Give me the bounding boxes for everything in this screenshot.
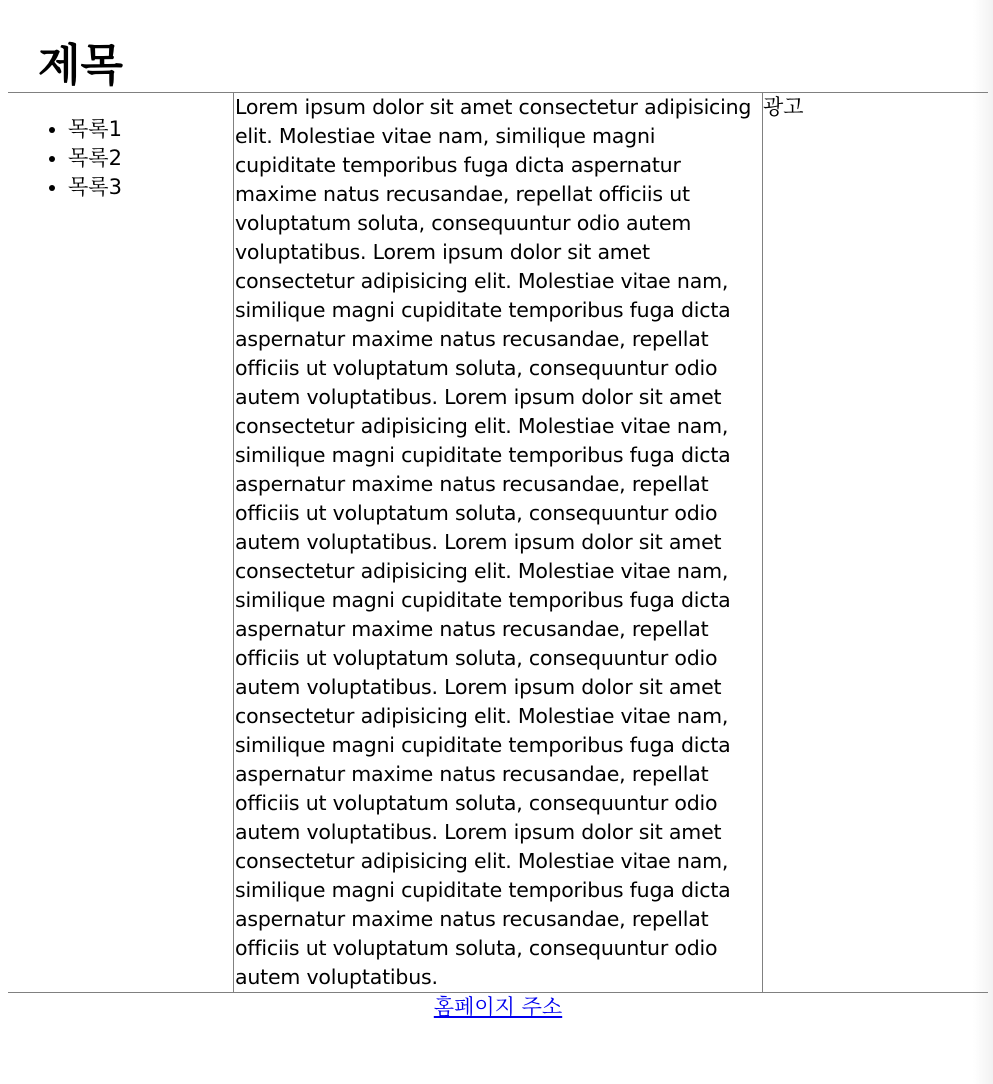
nav-list (8, 115, 233, 202)
nav-item-3: • 목록3 (68, 173, 233, 202)
nav-item-1: • 목록1 (68, 115, 233, 144)
ad-column (763, 93, 989, 993)
main-column (234, 93, 763, 993)
homepage-link[interactable]: 홈페이지 주소 (433, 995, 563, 1019)
page (8, 0, 988, 1022)
nav-column (8, 93, 234, 993)
page-title: 제목 (38, 40, 124, 91)
main-body-text: Lorem ipsum dolor sit amet consectetur adipisicing elit. Molestiae vitae nam, similique magni cupiditate temporibus fuga dicta aspernatur maxime natus recusandae, repellat officiis ut voluptatum soluta, consequuntur odio autem voluptatibus. Lorem ipsum dolor sit amet consectetur adipisicing elit. Molestiae vitae nam, similique magni cupiditate temporibus fuga dicta aspernatur maxime natus recusandae, repellat officiis ut voluptatum soluta, consequuntur odio autem voluptatibus. Lorem ipsum dolor sit amet consectetur adipisicing elit. Molestiae vitae nam, similique magni cupiditate temporibus fuga dicta aspernatur maxime natus recusandae, repellat officiis ut voluptatum soluta, consequuntur odio autem voluptatibus. Lorem ipsum dolor sit amet consectetur adipisicing elit. Molestiae vitae nam, similique magni cupiditate temporibus fuga dicta aspernatur maxime natus recusandae, repellat officiis ut voluptatum soluta, consequuntur odio autem voluptatibus. Lorem ipsum dolor sit amet consectetur adipisicing elit. Molestiae vitae nam, similique magni cupiditate temporibus fuga dicta aspernatur maxime natus recusandae, repellat officiis ut voluptatum soluta, consequuntur odio autem voluptatibus. Lorem ipsum dolor sit amet consectetur adipisicing elit. Molestiae vitae nam, similique magni cupiditate temporibus fuga dicta aspernatur maxime natus recusandae, repellat officiis ut voluptatum soluta, consequuntur odio autem voluptatibus. (235, 95, 752, 989)
footer (8, 993, 988, 1022)
nav-item-2: • 목록2 (68, 144, 233, 173)
ad-label: 광고 (763, 95, 804, 119)
layout-table (8, 92, 988, 993)
